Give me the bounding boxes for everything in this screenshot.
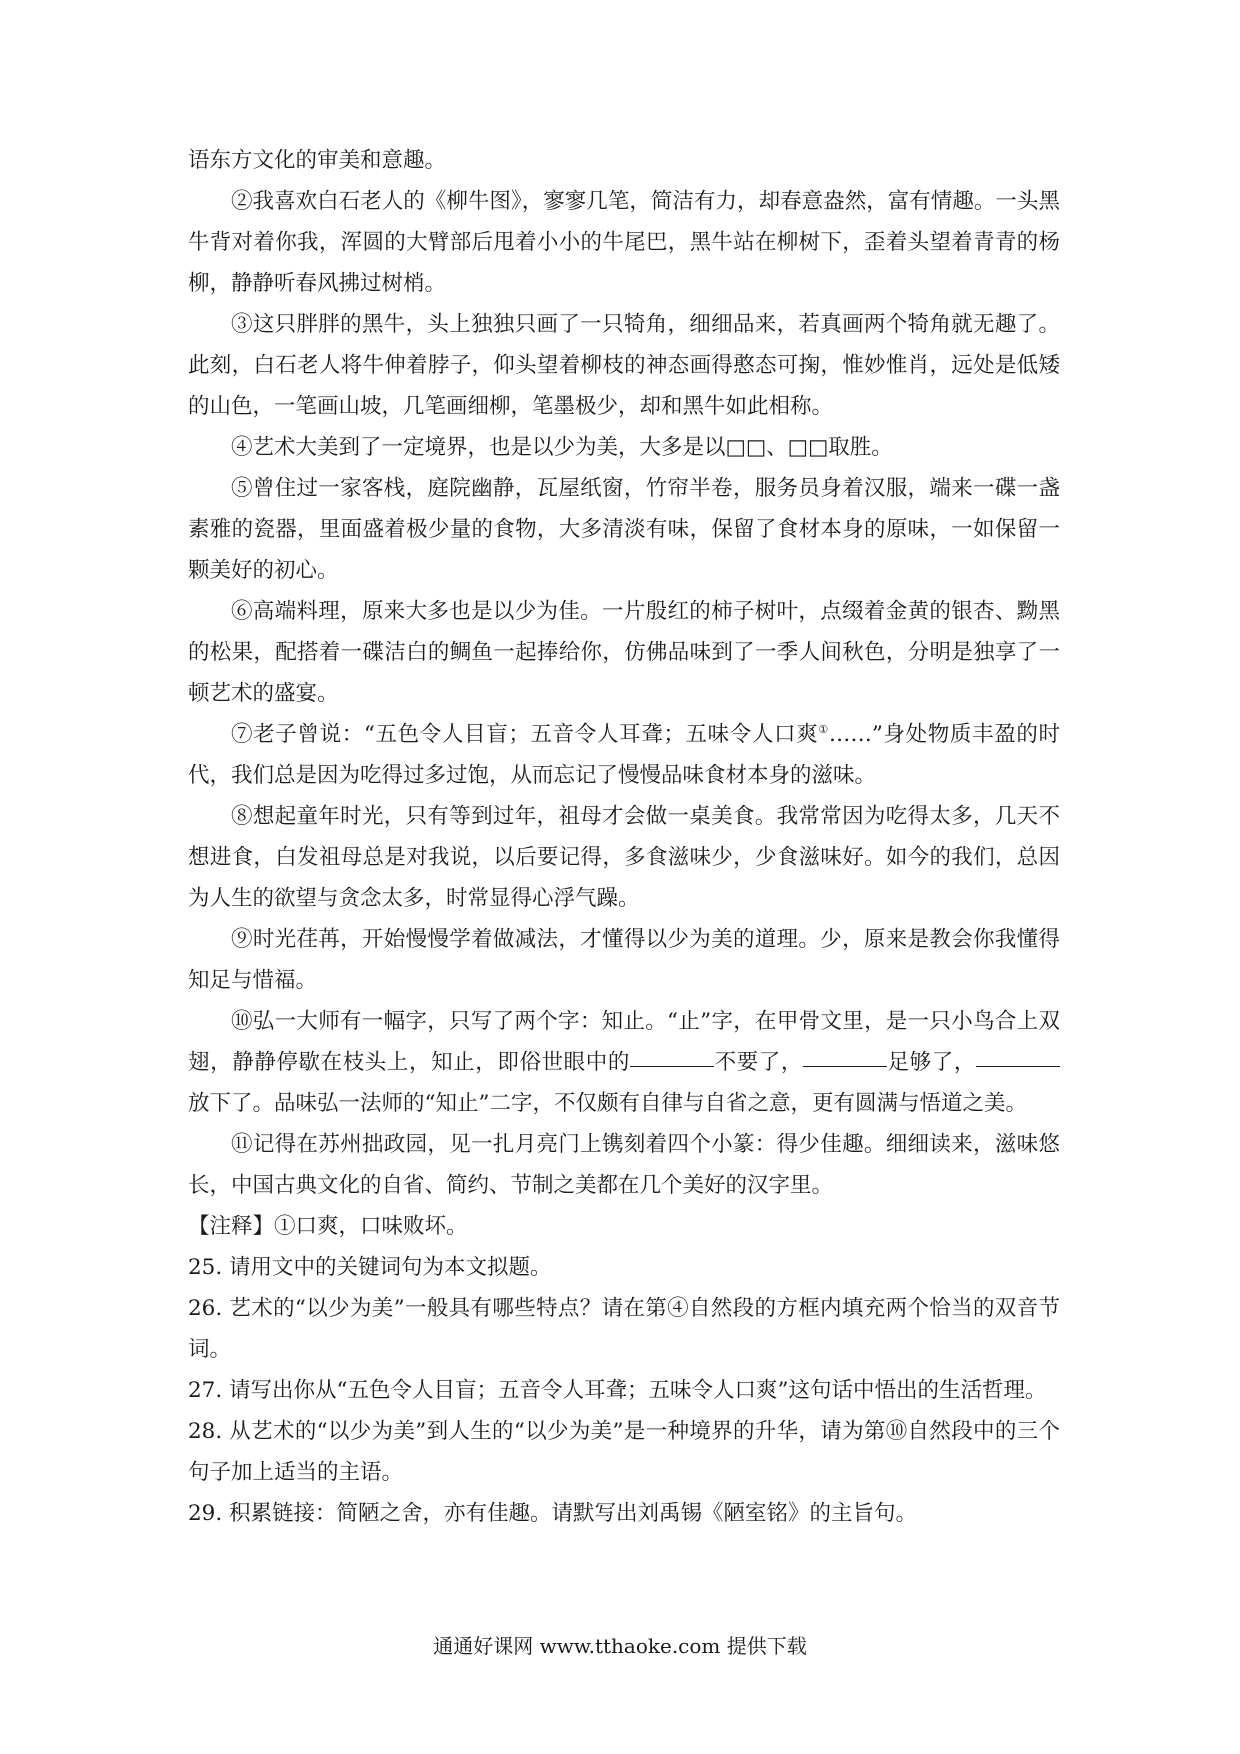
footnote-marker: ① (818, 723, 829, 736)
paragraph-6: ⑥高端料理，原来大多也是以少为佳。一片殷红的柿子树叶，点缀着金黄的银杏、黝黑的松果，配搭着一碟洁白的鲷鱼一起捧给你，仿佛品味到了一季人间秋色，分明是独享了一顿艺术的盛宴。 (188, 599, 1060, 706)
paragraph-11: ⑪记得在苏州拙政园，见一扎月亮门上镌刻着四个小篆：得少佳趣。细细读来，滋味悠长，中国古典文化的自省、简约、节制之美都在几个美好的汉字里。 (188, 1132, 1060, 1198)
question-26: 26. 艺术的“以少为美”一般具有哪些特点？请在第④自然段的方框内填充两个恰当的双音节词。 (188, 1296, 1060, 1362)
question-27: 27. 请写出你从“五色令人目盲；五音令人耳聋；五味令人口爽”这句话中悟出的生活哲理。 (188, 1378, 1047, 1403)
fill-blank-3 (976, 1065, 1060, 1067)
paragraph-9: ⑨时光荏苒，开始慢慢学着做减法，才懂得以少为美的道理。少，原来是教会你我懂得知足与惜福。 (188, 927, 1060, 993)
page-footer: 通通好课网 www.tthaoke.com 提供下载 (433, 1634, 807, 1658)
paragraph-10 (188, 1001, 1060, 1124)
paragraph-8: ⑧想起童年时光，只有等到过年，祖母才会做一桌美食。我常常因为吃得太多，几天不想进食，白发祖母总是对我说，以后要记得，多食滋味少，少食滋味好。如今的我们，总因为人生的欲望与贪念太多，时常显得心浮气躁。 (188, 804, 1060, 911)
paragraph-7-text-a: ⑦老子曾说：“五色令人目盲；五音令人耳聋；五味令人口爽 (231, 722, 819, 747)
document-body (188, 140, 1060, 1534)
fill-blank-2 (803, 1065, 887, 1067)
question-25: 25. 请用文中的关键词句为本文拟题。 (188, 1255, 552, 1280)
question-28: 28. 从艺术的“以少为美”到人生的“以少为美”是一种境界的升华，请为第⑩自然段中的三个句子加上适当的主语。 (188, 1419, 1060, 1485)
paragraph-1-tail: 语东方文化的审美和意趣。 (188, 148, 447, 173)
paragraph-7 (188, 714, 1060, 796)
paragraph-3: ③这只胖胖的黑牛，头上独独只画了一只犄角，细细品来，若真画两个犄角就无趣了。此刻，白石老人将牛伸着脖子，仰头望着柳枝的神态画得憨态可掬，惟妙惟肖，远处是低矮的山色，一笔画山坡，几笔画细柳，笔墨极少，却和黑牛如此相称。 (188, 312, 1060, 419)
paragraph-10-text-b: 不要了， (713, 1050, 803, 1075)
fill-blank-1 (630, 1065, 714, 1067)
paragraph-4: ④艺术大美到了一定境界，也是以少为美，大多是以□□、□□取胜。 (231, 435, 893, 460)
paragraph-10-text-c: 足够了， (886, 1050, 976, 1075)
annotation-note: 【注释】①口爽，口味败坏。 (188, 1214, 468, 1239)
paragraph-10-text-a: ⑩弘一大师有一幅字，只写了两个字：知止。“止”字，在甲骨文里，是一只小鸟合上双翅，静静停歇在枝头上，知止，即俗世眼中的 (188, 1009, 1060, 1075)
paragraph-5: ⑤曾住过一家客栈，庭院幽静，瓦屋纸窗，竹帘半卷，服务员身着汉服，端来一碟一盏素雅的瓷器，里面盛着极少量的食物，大多清淡有味，保留了食材本身的原味，一如保留一颗美好的初心。 (188, 476, 1060, 583)
paragraph-2: ②我喜欢白石老人的《柳牛图》，寥寥几笔，简洁有力，却春意盎然，富有情趣。一头黑牛背对着你我，浑圆的大臂部后甩着小小的牛尾巴，黑牛站在柳树下，歪着头望着青青的杨柳，静静听春风拂过树梢。 (188, 189, 1060, 296)
question-29: 29. 积累链接：简陋之舍，亦有佳趣。请默写出刘禹锡《陋室铭》的主旨句。 (188, 1501, 918, 1526)
paragraph-7-text-b: ……”身处物质丰盈的时代，我们总是因为吃得过多过饱，从而忘记了慢慢品味食材本身的滋味。 (188, 722, 1060, 788)
paragraph-10-text-d: 放下了。品味弘一法师的“知止”二字，不仅颇有自律与自省之意，更有圆满与悟道之美。 (188, 1091, 1027, 1116)
